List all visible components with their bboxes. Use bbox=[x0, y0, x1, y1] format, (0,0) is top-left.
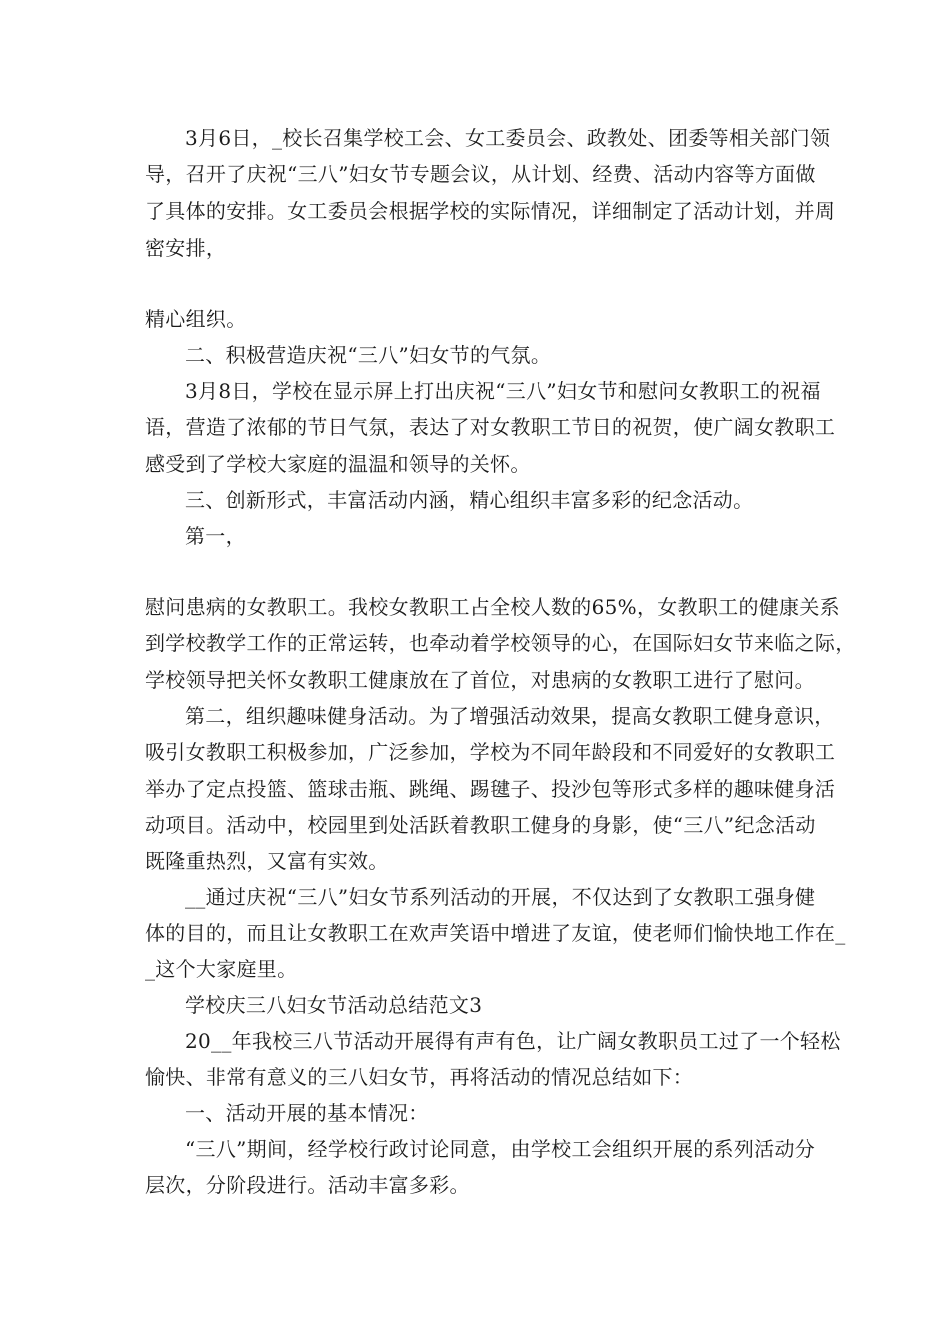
section-heading: 三、创新形式，丰富活动内涵，精心组织丰富多彩的纪念活动。 bbox=[185, 488, 754, 512]
text-line: _这个大家庭里。 bbox=[145, 957, 298, 981]
text-line: __通过庆祝“三八”妇女节系列活动的开展，不仅达到了女教职工强身健 bbox=[185, 885, 816, 909]
text-line: 了具体的安排。女工委员会根据学校的实际情况，详细制定了活动计划，并周 bbox=[145, 199, 836, 223]
section-heading: 一、活动开展的基本情况： bbox=[185, 1101, 429, 1125]
text-line: 3月8日，学校在显示屏上打出庆祝“三八”妇女节和慰问女教职工的祝福 bbox=[185, 379, 821, 403]
text-line: 既隆重热烈，又富有实效。 bbox=[145, 849, 389, 873]
text-line: 第二，组织趣味健身活动。为了增强活动效果，提高女教职工健身意识， bbox=[185, 704, 835, 728]
text-line: 20__年我校三八节活动开展得有声有色，让广阔女教职员工过了一个轻松 bbox=[185, 1029, 841, 1053]
text-line: 愉快、非常有意义的三八妇女节，再将活动的情况总结如下： bbox=[145, 1065, 694, 1089]
text-line: 精心组织。 bbox=[145, 307, 247, 331]
text-line: 密安排， bbox=[145, 236, 227, 260]
text-line: 吸引女教职工积极参加，广泛参加，学校为不同年龄段和不同爱好的女教职工 bbox=[145, 740, 836, 764]
text-line: 语，营造了浓郁的节日气氛，表达了对女教职工节日的祝贺，使广阔女教职工 bbox=[145, 415, 836, 439]
section-heading: 二、积极营造庆祝“三八”妇女节的气氛。 bbox=[185, 343, 552, 367]
text-line: 举办了定点投篮、篮球击瓶、跳绳、踢毽子、投沙包等形式多样的趣味健身活 bbox=[145, 777, 836, 801]
text-line: 3月6日，_校长召集学校工会、女工委员会、政教处、团委等相关部门领 bbox=[185, 126, 831, 150]
text-line: 慰问患病的女教职工。我校女教职工占全校人数的65%，女教职工的健康关系 bbox=[145, 595, 840, 619]
section-title: 学校庆三八妇女节活动总结范文3 bbox=[185, 993, 483, 1017]
text-line: “三八”期间，经学校行政讨论同意，由学校工会组织开展的系列活动分 bbox=[185, 1137, 816, 1161]
text-line: 动项目。活动中，校园里到处活跃着教职工健身的身影，使“三八”纪念活动 bbox=[145, 813, 816, 837]
text-line: 到学校教学工作的正常运转，也牵动着学校领导的心，在国际妇女节来临之际， bbox=[145, 631, 856, 655]
text-line: 第一， bbox=[185, 524, 246, 548]
text-line: 体的目的，而且让女教职工在欢声笑语中增进了友谊，使老师们愉快地工作在_ bbox=[145, 921, 846, 945]
text-line: 层次，分阶段进行。活动丰富多彩。 bbox=[145, 1173, 470, 1197]
text-line: 学校领导把关怀女教职工健康放在了首位，对患病的女教职工进行了慰问。 bbox=[145, 668, 815, 692]
text-line: 感受到了学校大家庭的温温和领导的关怀。 bbox=[145, 452, 531, 476]
text-line: 导，召开了庆祝“三八”妇女节专题会议，从计划、经费、活动内容等方面做 bbox=[145, 162, 816, 186]
